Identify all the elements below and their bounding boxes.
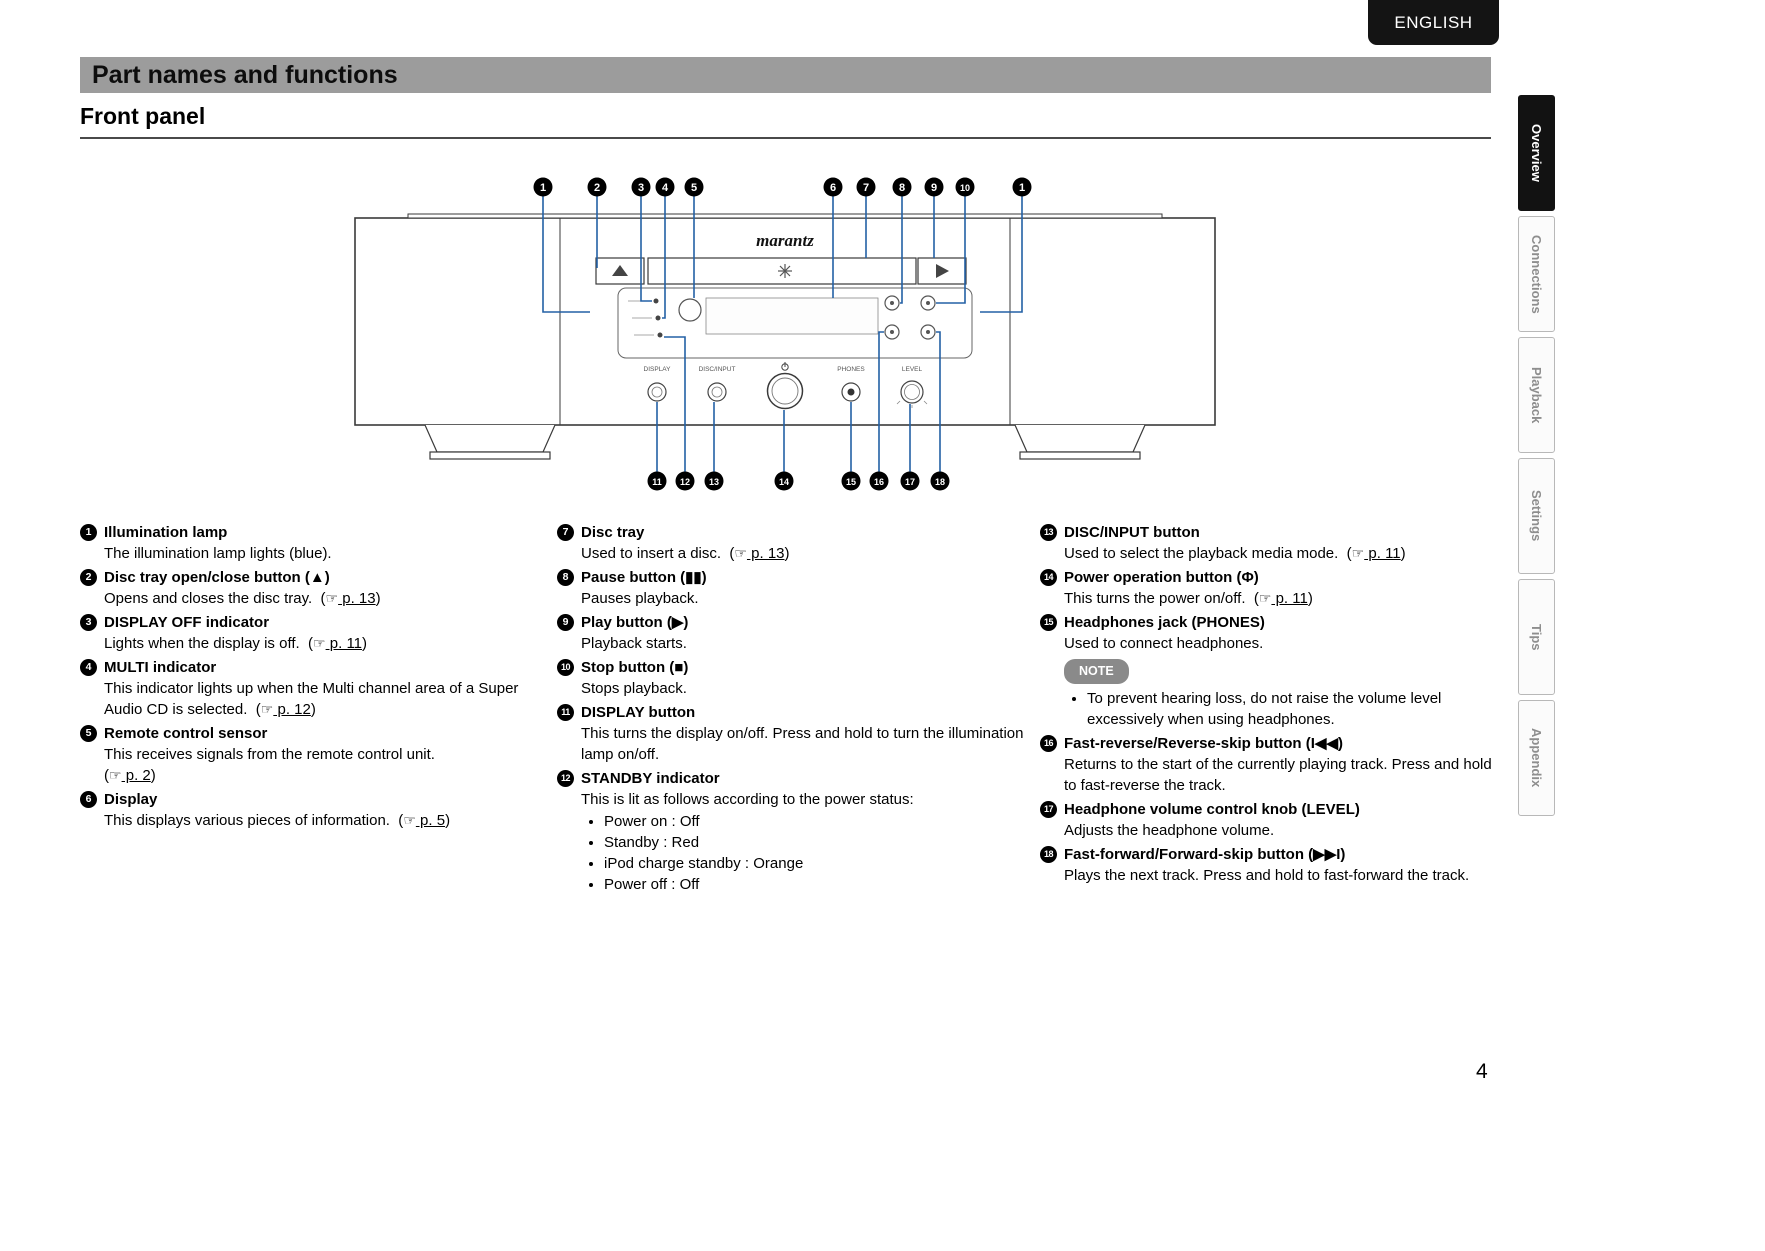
- part-item: [557, 522, 1040, 564]
- bullet-item: • Standby : Red: [604, 832, 1040, 853]
- item-description: This turns the power on/off. (☞ p. 11): [1064, 590, 1313, 607]
- part-item: [557, 657, 1040, 699]
- item-number-badge: 1: [80, 524, 97, 541]
- item-description: Used to insert a disc. (☞ p. 13): [581, 545, 790, 562]
- pointing-hand-icon: ☞: [109, 767, 122, 783]
- tab-overview[interactable]: [1518, 95, 1555, 211]
- pointing-hand-icon: ☞: [325, 590, 339, 606]
- pointing-hand-icon: ☞: [403, 812, 416, 828]
- pointing-hand-icon: ☞: [1351, 545, 1365, 561]
- pointing-hand-icon: ☞: [260, 701, 274, 717]
- item-number-badge: 9: [557, 614, 574, 631]
- callout-number-17: 17: [904, 476, 916, 487]
- item-title: Remote control sensor: [104, 725, 268, 742]
- tab-settings[interactable]: [1518, 458, 1555, 574]
- standby-indicator: [658, 333, 663, 338]
- item-title: Headphones jack (PHONES): [1064, 614, 1265, 631]
- item-title: DISC/INPUT button: [1064, 524, 1200, 541]
- fast-reverse-dot: [890, 330, 894, 334]
- item-number-badge: 5: [80, 725, 97, 742]
- tab-settings-label: Settings: [1529, 490, 1544, 542]
- part-item: [1040, 733, 1500, 796]
- item-description: The illumination lamp lights (blue).: [104, 545, 332, 562]
- headphones-jack-hole: [848, 389, 855, 396]
- item-number-badge: 11: [557, 704, 574, 721]
- item-number-badge: 15: [1040, 614, 1057, 631]
- callout-number-9: 9: [930, 181, 938, 194]
- item-number-badge: 10: [557, 659, 574, 676]
- callout-number-13: 13: [708, 476, 720, 487]
- level-knob-label: LEVEL: [901, 366, 923, 373]
- column-2: [557, 522, 1040, 898]
- item-title: Display: [104, 791, 158, 808]
- callout-number-1: 1: [539, 181, 547, 194]
- front-panel-diagram: [340, 170, 1240, 510]
- part-item: [80, 723, 557, 786]
- page-reference-link[interactable]: (☞ p. 11): [1245, 590, 1313, 607]
- item-title: Disc tray: [581, 524, 645, 541]
- phones-jack-label: PHONES: [837, 366, 865, 373]
- tab-appendix-label: Appendix: [1529, 728, 1544, 788]
- callout-number-11: 11: [652, 476, 662, 487]
- item-title: STANDBY indicator: [581, 770, 720, 787]
- pointing-hand-icon: ☞: [313, 635, 326, 651]
- item-description: Used to select the playback media mode. (☞ p. 11): [1064, 545, 1406, 562]
- part-item: [80, 522, 557, 564]
- part-item: [80, 612, 557, 654]
- part-descriptions: [80, 522, 1500, 898]
- column-1: [80, 522, 557, 898]
- item-number-badge: 3: [80, 614, 97, 631]
- pointing-hand-icon: ☞: [1258, 590, 1272, 606]
- tab-tips[interactable]: [1518, 579, 1555, 695]
- callout-number-15: 15: [845, 476, 857, 487]
- item-description: This displays various pieces of information. (☞ p. 5): [104, 812, 451, 829]
- callout-number-18: 18: [934, 476, 946, 487]
- item-number-badge: 18: [1040, 846, 1057, 863]
- chapter-title: Part names and functions: [92, 60, 398, 89]
- item-description: This indicator lights up when the Multi channel area of a Super Audio CD is selected. (☞ p. 12): [104, 680, 519, 718]
- part-item: [557, 567, 1040, 609]
- part-item: [1040, 612, 1500, 730]
- item-description: Pauses playback.: [581, 590, 699, 607]
- pointing-hand-icon: ☞: [734, 545, 747, 561]
- item-title: Stop button (■): [581, 659, 689, 676]
- part-item: [1040, 522, 1500, 564]
- part-item: [1040, 844, 1500, 886]
- display-off-indicator: [654, 299, 659, 304]
- tab-playback[interactable]: [1518, 337, 1555, 453]
- disc-input-button-label: DISC/INPUT: [698, 366, 736, 373]
- tab-appendix[interactable]: [1518, 700, 1555, 816]
- item-number-badge: 2: [80, 569, 97, 586]
- item-description: Opens and closes the disc tray. (☞ p. 13): [104, 590, 381, 607]
- item-number-badge: 6: [80, 791, 97, 808]
- page-reference-link[interactable]: (☞ p. 11): [1338, 545, 1406, 562]
- page-reference-link[interactable]: (☞ p. 5): [389, 812, 451, 829]
- item-description: Plays the next track. Press and hold to fast-forward the track.: [1064, 867, 1470, 884]
- page-reference-link[interactable]: (☞ p. 2): [104, 767, 156, 784]
- item-number-badge: 17: [1040, 801, 1057, 818]
- item-title: Pause button (▮▮): [581, 569, 707, 586]
- callout-number-12: 12: [679, 476, 691, 487]
- part-item: [1040, 799, 1500, 841]
- unit-foot-left: [425, 425, 555, 459]
- tab-tips-label: Tips: [1529, 623, 1544, 651]
- brand-logo: marantz: [756, 231, 814, 250]
- tab-connections[interactable]: [1518, 216, 1555, 332]
- page-reference-link[interactable]: (☞ p. 12): [247, 701, 316, 718]
- bullet-item: • Power off : Off: [604, 874, 1040, 895]
- part-item: [557, 612, 1040, 654]
- item-title: Play button (▶): [581, 614, 689, 631]
- chapter-tabs: [1518, 95, 1555, 816]
- callout-number-16: 16: [873, 476, 885, 487]
- item-title: DISPLAY OFF indicator: [104, 614, 270, 631]
- item-title: Illumination lamp: [104, 524, 228, 541]
- tab-connections-label: Connections: [1529, 234, 1544, 314]
- display-window: [706, 298, 878, 334]
- item-description: Playback starts.: [581, 635, 687, 652]
- chapter-header-bar: [80, 57, 1491, 93]
- page-number: 4: [1476, 1060, 1488, 1083]
- section-title: Front panel: [80, 103, 206, 129]
- unit-top-lip: [408, 214, 1162, 218]
- item-title: MULTI indicator: [104, 659, 217, 676]
- column-3: [1040, 522, 1500, 898]
- item-number-badge: 13: [1040, 524, 1057, 541]
- item-title: DISPLAY button: [581, 704, 696, 721]
- part-item: [80, 567, 557, 609]
- item-description: This turns the display on/off. Press and hold to turn the illumination lamp on/off.: [581, 725, 1024, 763]
- section-divider: [80, 137, 1491, 139]
- callout-number-6: 6: [829, 181, 837, 194]
- page-reference-link[interactable]: (☞ p. 13): [721, 545, 790, 562]
- part-item: [557, 702, 1040, 765]
- callout-number-4: 4: [661, 181, 669, 194]
- item-title: Disc tray open/close button (▲): [104, 569, 330, 586]
- page-reference-link[interactable]: (☞ p. 11): [299, 635, 368, 652]
- fast-forward-dot: [926, 330, 930, 334]
- page-reference-link[interactable]: (☞ p. 13): [312, 590, 381, 607]
- part-item: [1040, 567, 1500, 609]
- item-description: Returns to the start of the currently playing track. Press and hold to fast-reverse the track.: [1064, 756, 1492, 794]
- item-description: Used to connect headphones.: [1064, 635, 1264, 652]
- part-item: [80, 789, 557, 831]
- callout-number-14: 14: [778, 476, 790, 487]
- callout-number-7: 7: [862, 181, 870, 194]
- language-badge-label: ENGLISH: [1394, 12, 1473, 32]
- unit-foot-right: [1015, 425, 1145, 459]
- item-number-badge: 14: [1040, 569, 1057, 586]
- item-number-badge: 12: [557, 770, 574, 787]
- tray-asterisk-icon: [778, 264, 792, 278]
- item-number-badge: 4: [80, 659, 97, 676]
- bullet-item: • iPod charge standby : Orange: [604, 853, 1040, 874]
- callout-number-5: 5: [690, 181, 698, 194]
- item-title: Power operation button (Φ): [1064, 569, 1259, 586]
- stop-button-dot: [926, 301, 930, 305]
- display-button-label: DISPLAY: [643, 366, 671, 373]
- callout-number-10: 10: [959, 182, 971, 193]
- note-badge: NOTE: [1064, 659, 1129, 684]
- bullet-item: • Power on : Off: [604, 811, 1040, 832]
- part-item: [80, 657, 557, 720]
- item-title: Fast-forward/Forward-skip button (▶▶I): [1064, 846, 1346, 863]
- item-title: Headphone volume control knob (LEVEL): [1064, 801, 1360, 818]
- part-item: [557, 768, 1040, 895]
- tab-overview-label: Overview: [1529, 124, 1544, 182]
- tab-playback-label: Playback: [1529, 366, 1544, 424]
- callout-number-3: 3: [637, 181, 645, 194]
- callout-number-8: 8: [898, 181, 906, 194]
- item-title: Fast-reverse/Reverse-skip button (I◀◀): [1064, 735, 1343, 752]
- callout-number-2: 2: [593, 181, 601, 194]
- item-description: Stops playback.: [581, 680, 687, 697]
- callout-number-1: 1: [1018, 181, 1026, 194]
- language-badge: [1368, 0, 1499, 45]
- bullet-item: • To prevent hearing loss, do not raise the volume level excessively when using headphones.: [1087, 688, 1500, 730]
- item-description: [104, 765, 557, 786]
- item-description: Lights when the display is off. (☞ p. 11): [104, 635, 368, 652]
- item-number-badge: 16: [1040, 735, 1057, 752]
- multi-indicator: [656, 316, 661, 321]
- item-description: This receives signals from the remote control unit.: [104, 746, 435, 763]
- item-description: Adjusts the headphone volume.: [1064, 822, 1275, 839]
- pause-button-dot: [890, 301, 894, 305]
- item-number-badge: 8: [557, 569, 574, 586]
- item-number-badge: 7: [557, 524, 574, 541]
- item-description: This is lit as follows according to the power status:: [581, 791, 914, 808]
